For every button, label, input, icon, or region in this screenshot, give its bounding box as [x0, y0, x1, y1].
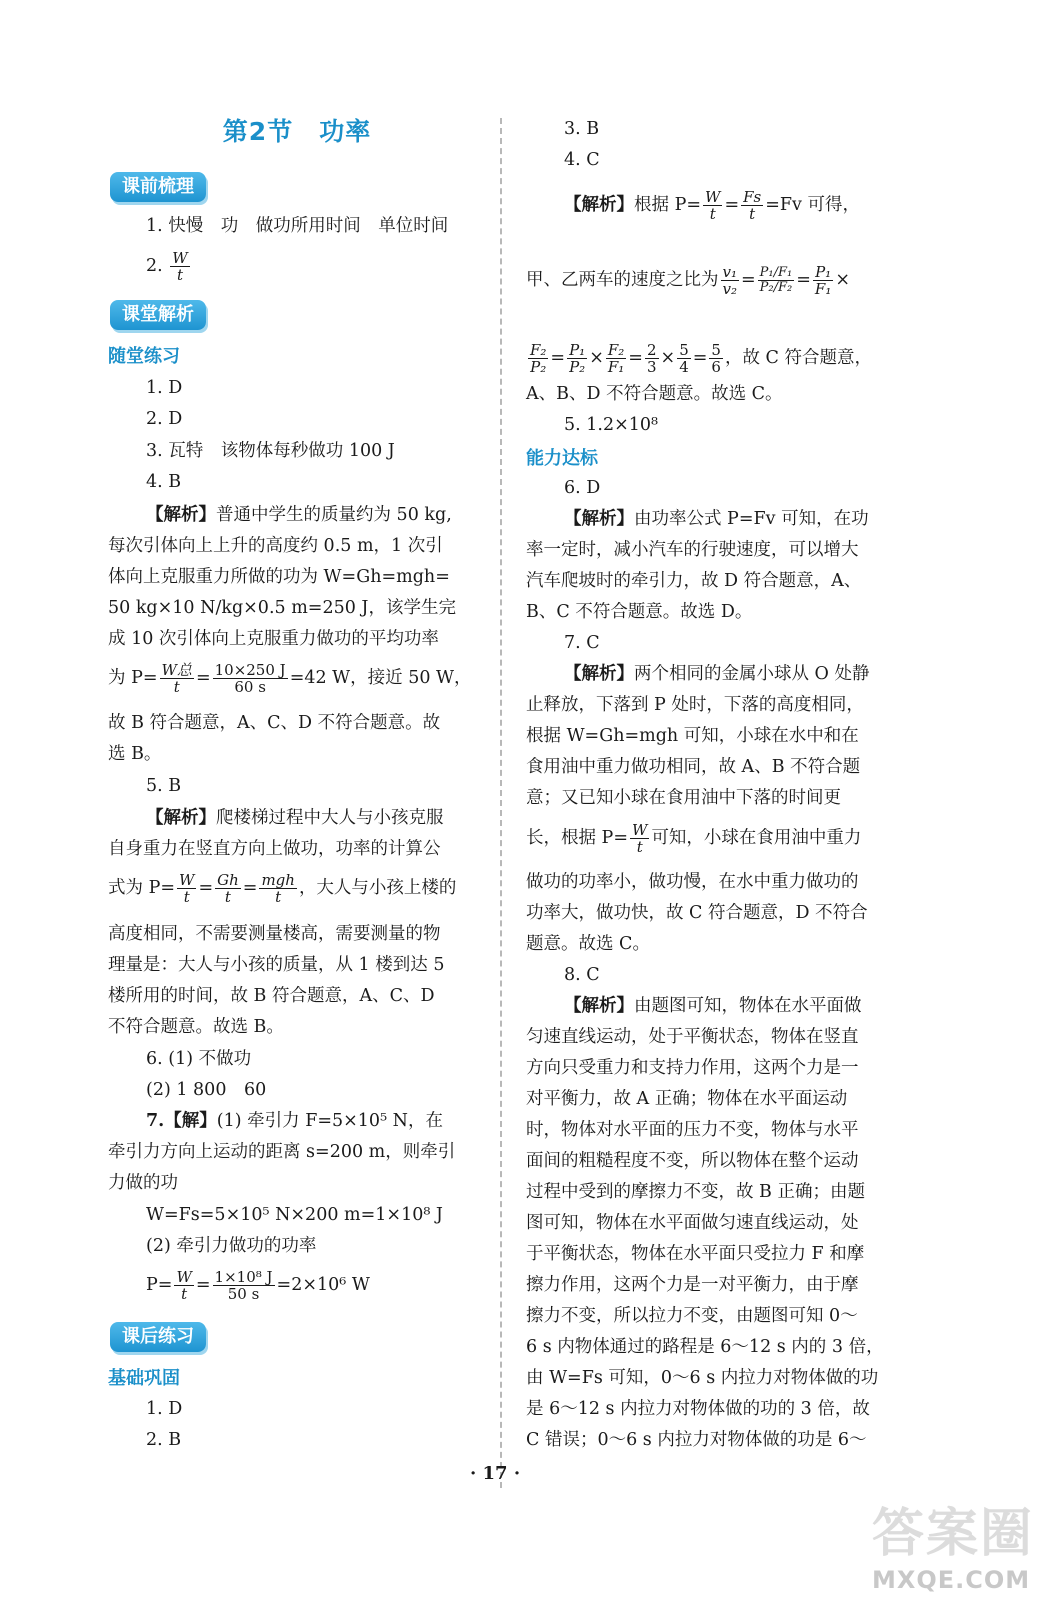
analysis-8-line: C 错误；0～6 s 内拉力对物体做的功是 6～ — [526, 1430, 867, 1450]
analysis-8-line: 擦力作用，这两个力是一对平衡力，由于摩 — [526, 1275, 859, 1295]
analysis-7-line: 题意。故选 C。 — [526, 934, 650, 954]
answer-7-line: 牵引力方向上运动的距离 s=200 m，则牵引 — [108, 1142, 456, 1162]
analysis-5-formula: 式为 P= $\frac{W}{t}$ = $\frac{Gh}{t}$ = $\frac{\text{mgh}}{t}$ ，大人与小孩上楼的 — [108, 871, 457, 906]
analysis-4-line: 【解析】普通中学生的质量约为 50 kg, — [146, 505, 452, 525]
analysis-8-line: 面间的粗糙程度不变，所以物体在整个运动 — [526, 1151, 859, 1171]
analysis-7-line: 根据 W=Gh=mgh 可知，小球在水中和在 — [526, 726, 859, 746]
ability-answer-8: 8. C — [564, 965, 600, 985]
answer-7-line: (2) 牵引力做功的功率 — [146, 1236, 317, 1256]
analysis-r4-product: $\frac{\text{F₂}}{\text{P₂}}$ = $\frac{\text{P₁}}{\text{P₂}}$ × $\frac{\text{F₂}}{\text{F₁}}$ = $\frac{2}{3}$ × $\frac{5}{4}$ = $\frac{5}{6}$ ，故 C 符合题意， — [530, 341, 872, 376]
answer-2: 2. D — [146, 409, 183, 429]
analysis-7-line: 做功的功率小，做功慢，在水中重力做功的 — [526, 872, 859, 892]
analysis-8-line: 于平衡状态，物体在水平面只受拉力 F 和摩 — [526, 1244, 865, 1264]
answer-7-line: 力做的功 — [108, 1173, 178, 1193]
analysis-7-formula: 长，根据 P= $\frac{W}{t}$ 可知，小球在食用油中重力 — [526, 821, 862, 856]
watermark-text: 答案圈 — [871, 1504, 1034, 1564]
analysis-4-line: 故 B 符合题意，A、C、D 不符合题意。故 — [108, 713, 441, 733]
analysis-4-formula: 为 P= $\frac{\text{W总}}{t}$ = $\frac{10\times 250 J}{60 s}$ =42 W，接近 50 W， — [108, 661, 472, 696]
basic-answer-3: 3. B — [564, 119, 600, 139]
analysis-8-line: 【解析】由题图可知，物体在水平面做 — [564, 996, 862, 1016]
analysis-r4-ratio: 甲、乙两车的速度之比为 $\frac{\text{v₁}}{\text{v₂}}$ = $\frac{\text{P₁/F₁}}{\text{P₂/F₂}}$ = $\frac{\text{P₁}}{\text{F₁}}$ × — [526, 263, 851, 298]
analysis-6-line: 汽车爬坡时的牵引力，故 D 符合题意，A、 — [526, 571, 862, 591]
analysis-8-line: 对平衡力，故 A 正确；物体在水平面运动 — [526, 1089, 848, 1109]
analysis-6-line: B、C 不符合题意。故选 D。 — [526, 602, 753, 622]
analysis-7-line: 功率大，做功快，故 C 符合题意，D 不符合 — [526, 903, 868, 923]
pre-answer-1: 1. 快慢 功 做功所用时间 单位时间 — [146, 216, 449, 236]
analysis-5-line: 高度相同，不需要测量楼高，需要测量的物 — [108, 924, 441, 944]
analysis-4-line: 选 B。 — [108, 744, 162, 764]
answer-7-line: W=Fs=5×10⁵ N×200 m=1×10⁸ J — [146, 1205, 443, 1225]
analysis-4-line: 每次引体向上上升的高度约 0.5 m，1 次引 — [108, 536, 443, 556]
watermark-url: MXQE.COM — [871, 1566, 1031, 1594]
answer-1: 1. D — [146, 378, 183, 398]
answer-4: 4. B — [146, 472, 182, 492]
analysis-8-line: 方向只受重力和支持力作用，这两个力是一 — [526, 1058, 859, 1078]
analysis-7-line: 食用油中重力做功相同，故 A、B 不符合题 — [526, 757, 861, 777]
basic-answer-4: 4. C — [564, 150, 600, 170]
analysis-8-line: 图可知，物体在水平面做匀速直线运动，处 — [526, 1213, 859, 1233]
badge-post-class: 课后练习 — [110, 1322, 206, 1352]
analysis-8-line: 时，物体对水平面的压力不变，物体与水平 — [526, 1120, 859, 1140]
badge-pre-class: 课前梳理 — [110, 172, 206, 202]
analysis-4-line: 50 kg×10 N/kg×0.5 m=250 J，该学生完 — [108, 598, 456, 618]
column-divider — [500, 118, 502, 1488]
answer-5: 5. B — [146, 776, 182, 796]
analysis-6-line: 【解析】由功率公式 P=Fv 可知，在功 — [564, 509, 869, 529]
analysis-8-line: 过程中受到的摩擦力不变，故 B 正确；由题 — [526, 1182, 865, 1202]
analysis-6-line: 率一定时，减小汽车的行驶速度，可以增大 — [526, 540, 859, 560]
answer-6-2: (2) 1 800 60 — [146, 1080, 267, 1100]
ability-answer-7: 7. C — [564, 633, 600, 653]
badge-in-class: 课堂解析 — [110, 300, 206, 330]
basic-answer-1: 1. D — [146, 1399, 183, 1419]
answer-6-1: 6. (1) 不做功 — [146, 1049, 252, 1069]
watermark-logo — [872, 1491, 1034, 1594]
analysis-7-line: 意；又已知小球在食用油中下落的时间更 — [526, 788, 841, 808]
analysis-r4-line: A、B、D 不符合题意。故选 C。 — [526, 384, 783, 404]
ability-answer-6: 6. D — [564, 478, 601, 498]
analysis-5-line: 楼所用的时间，故 B 符合题意，A、C、D — [108, 986, 435, 1006]
page-number: · 17 · — [470, 1463, 521, 1484]
basic-answer-2: 2. B — [146, 1430, 182, 1450]
analysis-8-line: 6 s 内物体通过的路程是 6～12 s 内的 3 倍， — [526, 1337, 884, 1357]
pre-answer-2: 2. $\frac{W}{t}$ — [146, 249, 188, 284]
analysis-r4-formula: 【解析】根据 P= $\frac{W}{t}$ = $\frac{Fs}{t}$ =Fv 可得， — [564, 188, 860, 223]
sub-basic: 基础巩固 — [108, 1368, 180, 1389]
analysis-8-line: 匀速直线运动，处于平衡状态，物体在竖直 — [526, 1027, 859, 1047]
analysis-4-line: 体向上克服重力所做的功为 W=Gh=mgh= — [108, 567, 450, 587]
analysis-5-line: 自身重力在竖直方向上做功，功率的计算公 — [108, 839, 441, 859]
analysis-8-line: 擦力不变，所以拉力不变，由题图可知 0～ — [526, 1306, 858, 1326]
answer-7-formula: P= $\frac{W}{t}$ = $\frac{\text{1×10⁸ J}}{50 s}$ =2×10⁶ W — [146, 1268, 370, 1303]
analysis-4-line: 成 10 次引体向上克服重力做功的平均功率 — [108, 629, 439, 649]
analysis-7-line: 止释放，下落到 P 处时，下落的高度相同， — [526, 695, 864, 715]
basic-answer-5: 5. 1.2×10⁸ — [564, 415, 659, 435]
analysis-8-line: 是 6～12 s 内拉力对物体做的功的 3 倍，故 — [526, 1399, 870, 1419]
sub-ability: 能力达标 — [526, 448, 598, 469]
sub-practice: 随堂练习 — [108, 346, 180, 367]
analysis-8-line: 由 W=Fs 可知，0～6 s 内拉力对物体做的功 — [526, 1368, 879, 1388]
section-title: 第2节 功率 — [222, 117, 372, 146]
answer-3: 3. 瓦特 该物体每秒做功 100 J — [146, 441, 395, 461]
answer-7-line: 7.【解】(1) 牵引力 F=5×10⁵ N，在 — [146, 1111, 443, 1131]
analysis-5-line: 理量是：大人与小孩的质量，从 1 楼到达 5 — [108, 955, 445, 975]
analysis-7-line: 【解析】两个相同的金属小球从 O 处静 — [564, 664, 870, 684]
analysis-5-line: 不符合题意。故选 B。 — [108, 1017, 284, 1037]
analysis-5-line: 【解析】爬楼梯过程中大人与小孩克服 — [146, 808, 444, 828]
